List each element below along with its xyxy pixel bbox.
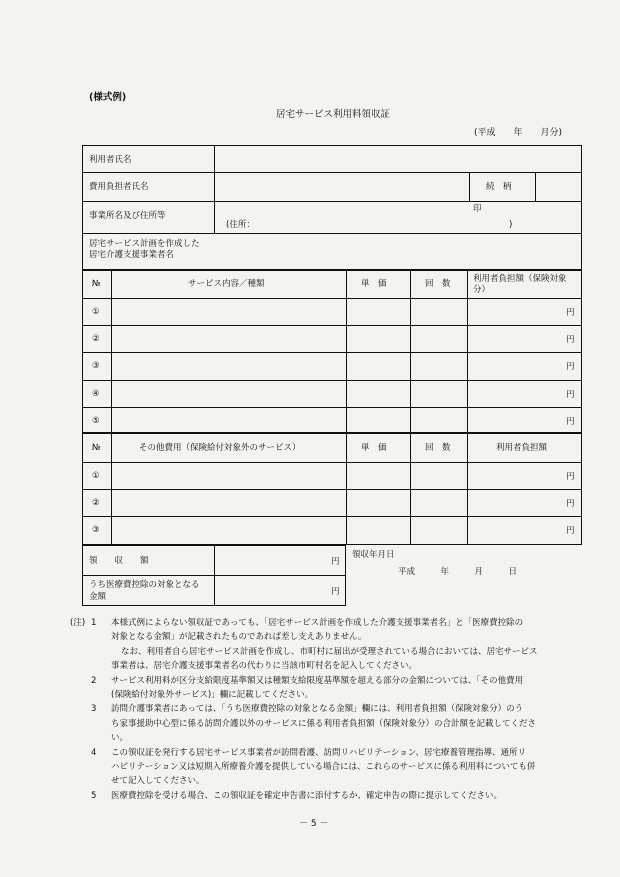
service-row-yen: 円 (566, 308, 575, 318)
note-line: ち家事援助中心型に係る訪問介護以外のサービスに係る利用者負担額（保険対象分）の合計額を記載してくださ (111, 718, 537, 729)
payer-name-label: 費用負担者氏名 (89, 182, 149, 192)
seal-mark: 印 (473, 204, 482, 214)
address-close: ) (509, 220, 513, 230)
user-name-label: 利用者氏名 (89, 155, 132, 165)
service-row-yen: 円 (566, 390, 575, 400)
note-item (91, 645, 585, 674)
service-row-no: ④ (92, 389, 100, 399)
receipt-date-label: 領収年月日 (352, 550, 395, 560)
note-line: 事業者は、居宅介護支援事業者名の代わりに当該市町村名を記入してください。 (111, 661, 418, 672)
note-line: い。 (111, 733, 129, 744)
received-amount-label: 領 収 額 (89, 556, 149, 566)
deduction-amount-yen: 円 (331, 587, 340, 597)
other-col-times: 回 数 (425, 443, 451, 453)
other-col-burden: 利用者負担額 (496, 443, 548, 453)
service-row-no: ③ (92, 361, 100, 371)
other-row-yen: 円 (566, 472, 575, 482)
service-row-no: ⑤ (92, 416, 100, 426)
other-row-yen: 円 (566, 526, 575, 536)
service-row-no: ① (92, 307, 100, 317)
note-number: 2 (91, 675, 97, 686)
other-row-yen: 円 (566, 499, 575, 509)
other-row-no: ③ (92, 525, 100, 535)
service-col-burden-2: 分） (473, 285, 491, 295)
note-item (91, 789, 585, 803)
deduction-label-1: うち医療費控除の対象となる (89, 580, 200, 590)
service-col-content: サービス内容／種類 (188, 279, 265, 289)
other-col-no: № (92, 443, 101, 453)
period-label: (平成 年 月分) (474, 128, 563, 138)
relation-label: 続 柄 (486, 182, 512, 192)
note-line: せて記入してください。 (111, 776, 205, 787)
service-row-yen: 円 (566, 362, 575, 372)
service-row-yen: 円 (566, 417, 575, 427)
notes-marker: (注) (70, 618, 86, 628)
other-row-no: ② (92, 498, 100, 508)
note-item (91, 746, 585, 789)
note-number: 1 (91, 618, 97, 628)
note-number: 5 (91, 790, 97, 801)
note-number: 4 (91, 747, 97, 758)
page-number: － 5 － (299, 819, 329, 829)
service-col-times: 回 数 (425, 279, 451, 289)
form-label: (様式例) (89, 92, 127, 103)
note-line: 対象となる金額」が記載されたものであれば差し支えありません。 (111, 632, 367, 643)
note-item (91, 616, 585, 645)
service-col-burden-1: 利用者負担額（保険対象 (473, 274, 567, 284)
note-line: ハビリテーション又は短期入所療養介護を提供している場合には、これらのサービスに係る利用料についても併 (111, 762, 536, 773)
notes-section (91, 616, 585, 803)
note-line: 訪問介護事業者にあっては、「うち医療費控除の対象となる金額」欄には、利用者負担額（保険対象分）のう (111, 704, 524, 715)
care-plan-label-1: 居宅サービス計画を作成した (89, 239, 200, 249)
deduction-label-2: 金額 (89, 592, 107, 602)
note-line: サービス利用料が区分支給限度基準額又は種類支給限度基準額を超える部分の金額については、「その他費用 (111, 675, 524, 686)
office-label: 事業所名及び住所等 (89, 211, 166, 221)
note-item (91, 674, 585, 703)
document-title: 居宅サービス利用料領収証 (276, 109, 391, 120)
service-col-unit-price: 単 価 (361, 279, 387, 289)
note-line: なお、利用者自ら居宅サービス計画を作成し、市町村に届出が受理されている場合においては、居宅サービス (121, 646, 538, 657)
note-number: 3 (91, 704, 97, 715)
other-col-content: その他費用（保険給付対象外のサービス） (139, 443, 301, 453)
service-row-yen: 円 (566, 335, 575, 345)
care-plan-label-2: 居宅介護支援事業者名 (89, 250, 175, 260)
service-col-no: № (92, 279, 101, 289)
note-item (91, 702, 585, 745)
note-line: この領収証を発行する居宅サービス事業者が訪問看護、訪問リハビリテーション、居宅療養管理指導、通所リ (111, 747, 527, 758)
service-row-no: ② (92, 334, 100, 344)
received-amount-yen: 円 (331, 557, 340, 567)
address-label: (住所： (226, 220, 255, 230)
note-line: 本様式例によらない領収証であっても、「居宅サービス計画を作成した介護支援事業者名」と「医療費控除の (111, 618, 524, 628)
note-line: (保険給付対象外サービス)」欄に記載してください。 (111, 690, 314, 701)
other-col-unit-price: 単 価 (361, 443, 387, 453)
other-row-no: ① (92, 471, 100, 481)
note-line: 医療費控除を受ける場合、この領収証を確定申告書に添付するか、確定申告の際に提示してください。 (111, 790, 503, 801)
receipt-date-value: 平成 年 月 日 (398, 567, 518, 577)
